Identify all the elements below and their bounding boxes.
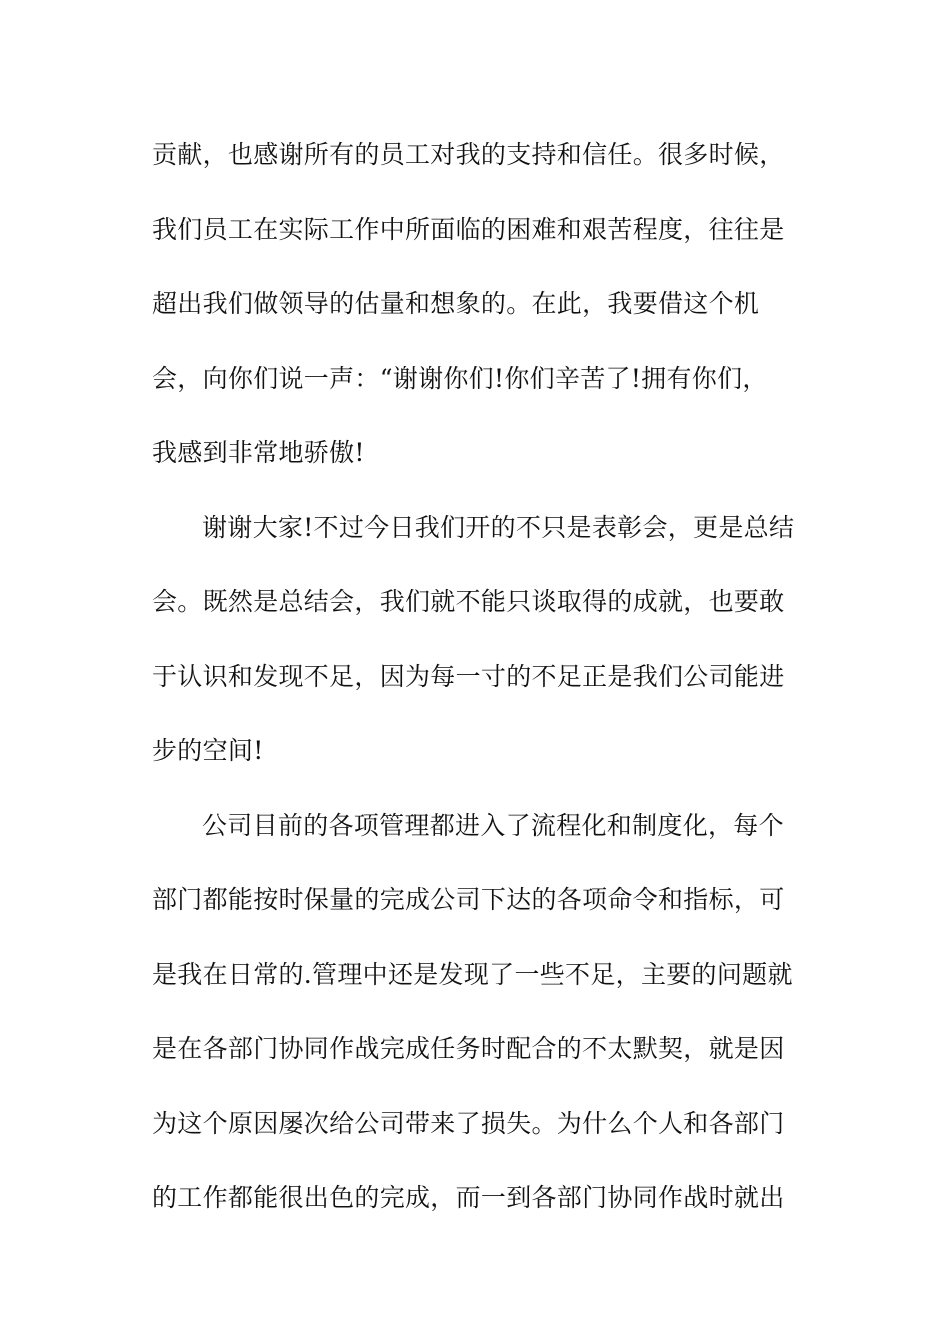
document-body (152, 130, 802, 1248)
paragraph-line: 我感到非常地骄傲! (152, 438, 365, 467)
paragraph-line: 是我在日常的.管理中还是发现了一些不足，主要的问题就 (152, 959, 793, 989)
paragraph-line: 为这个原因屡次给公司带来了损失。为什么个人和各部门 (152, 1108, 785, 1138)
paragraph-line: 步的空间! (152, 736, 264, 765)
paragraph-line: 的工作都能很出色的完成，而一到各部门协同作战时就出 (152, 1183, 785, 1212)
paragraph-line: 于认识和发现不足，因为每一寸的不足正是我们公司能进 (152, 661, 785, 691)
paragraph-line: 会。既然是总结会，我们就不能只谈取得的成就，也要敢 (152, 587, 785, 616)
paragraph-first-line: 公司目前的各项管理都进入了流程化和制度化，每个 (202, 810, 784, 840)
paragraph-line: 超出我们做领导的估量和想象的。在此，我要借这个机 (152, 289, 760, 318)
paragraph-line: 部门都能按时保量的完成公司下达的各项命令和指标，可 (152, 885, 785, 914)
paragraph-line: 贡献，也感谢所有的员工对我的支持和信任。很多时候， (152, 140, 785, 169)
paragraph-line: 我们员工在实际工作中所面临的困难和艰苦程度，往往是 (152, 214, 785, 244)
paragraph-line: 会，向你们说一声：“谢谢你们!你们辛苦了!拥有你们， (152, 363, 768, 393)
paragraph-first-line: 谢谢大家!不过今日我们开的不只是表彰会，更是总结 (202, 512, 795, 542)
paragraph-line: 是在各部门协同作战完成任务时配合的不太默契，就是因 (152, 1034, 785, 1063)
